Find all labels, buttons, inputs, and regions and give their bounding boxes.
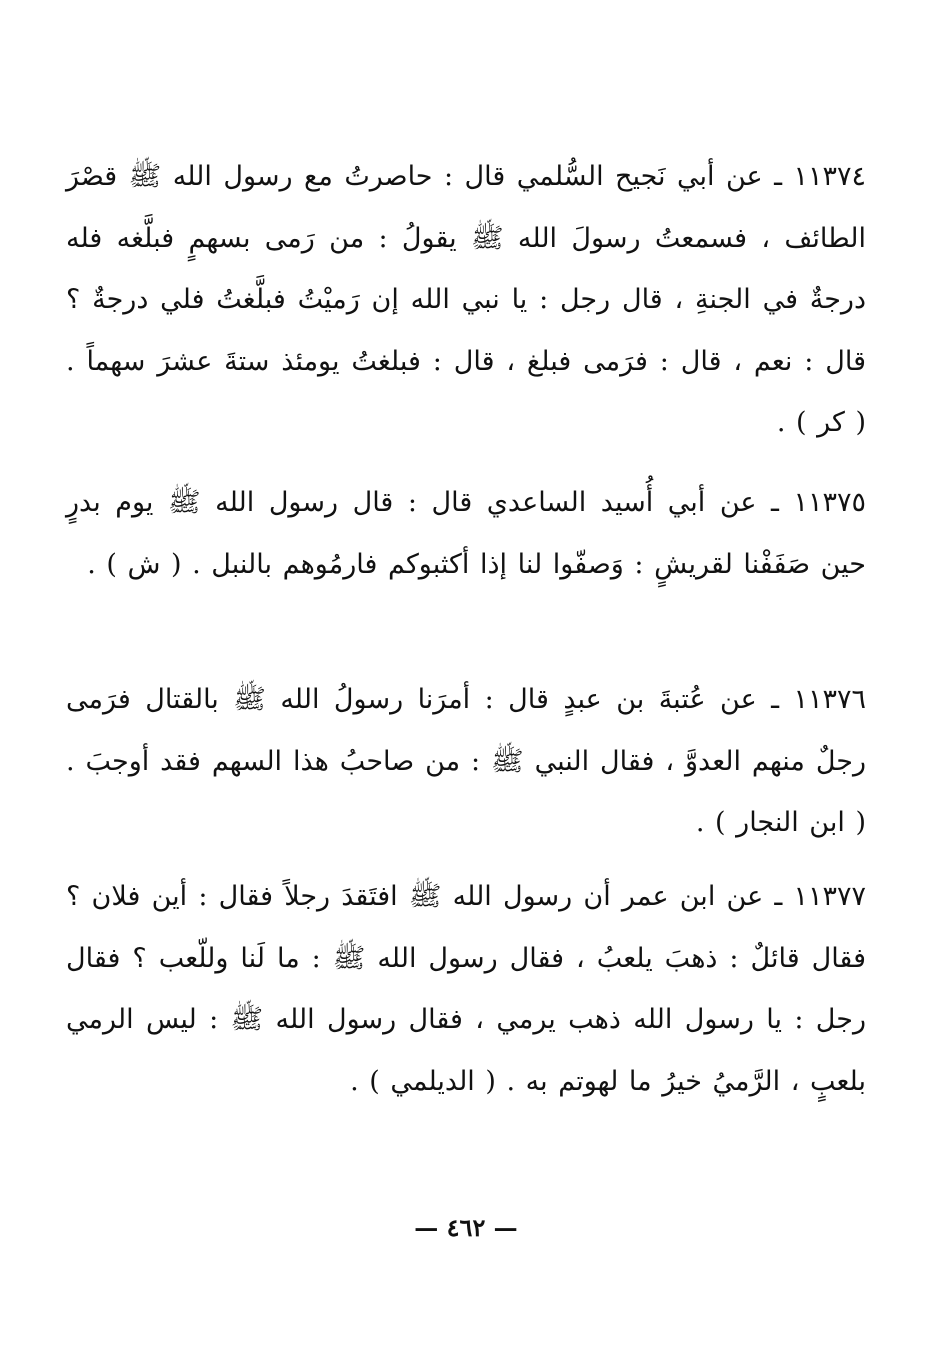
hadith-paragraph-11375: ١١٣٧٥ ـ عن أبي أُسيد الساعدي قال : قال رسول الله ﷺ يوم بدرٍ حين صَفَفْنا لقريشٍ : وَصفّوا لنا إذا أكثبوكم فارمُوهم بالنبل . ( ش ) .: [66, 487, 866, 580]
hadith-paragraph-11374: ١١٣٧٤ ـ عن أبي نَجيح السُّلمي قال : حاصرتُ مع رسول الله ﷺ قصْرَ الطائف ، فسمعتُ رسولَ الله ﷺ يقولُ : من رَمى بسهمٍ فبلَّغه فله درجةٌ في الجنةِ ، قال رجل : يا نبي الله إن رَميْتُ فبلَّغتُ فلي درجةٌ ؟ قال : نعم ، قال : فرَمى فبلغ ، قال : فبلغتُ يومئذ ستةَ عشرَ سهماً . ( كر ) .: [66, 161, 866, 438]
hadith-paragraph-11377: ١١٣٧٧ ـ عن ابن عمر أن رسول الله ﷺ افتَقدَ رجلاً فقال : أين فلان ؟ فقال قائلٌ : ذهبَ يلعبُ ، فقال رسول الله ﷺ : ما لَنا وللّعب ؟ فقال رجل : يا رسول الله ذهب يرمي ، فقال رسول الله ﷺ : ليس الرمي بلعبٍ ، الرَّميُ خيرُ ما لهوتم به . ( الديلمي ) .: [66, 881, 866, 1097]
hadith-paragraph-11376: ١١٣٧٦ ـ عن عُتبةَ بن عبدٍ قال : أمرَنا رسولُ الله ﷺ بالقتال فرَمى رجلٌ منهم العدوَّ ، فقال النبي ﷺ : من صاحبُ هذا السهم فقد أوجبَ . ( ابن النجار ) .: [66, 684, 866, 838]
page-number: — ٤٦٢ —: [414, 1213, 518, 1242]
